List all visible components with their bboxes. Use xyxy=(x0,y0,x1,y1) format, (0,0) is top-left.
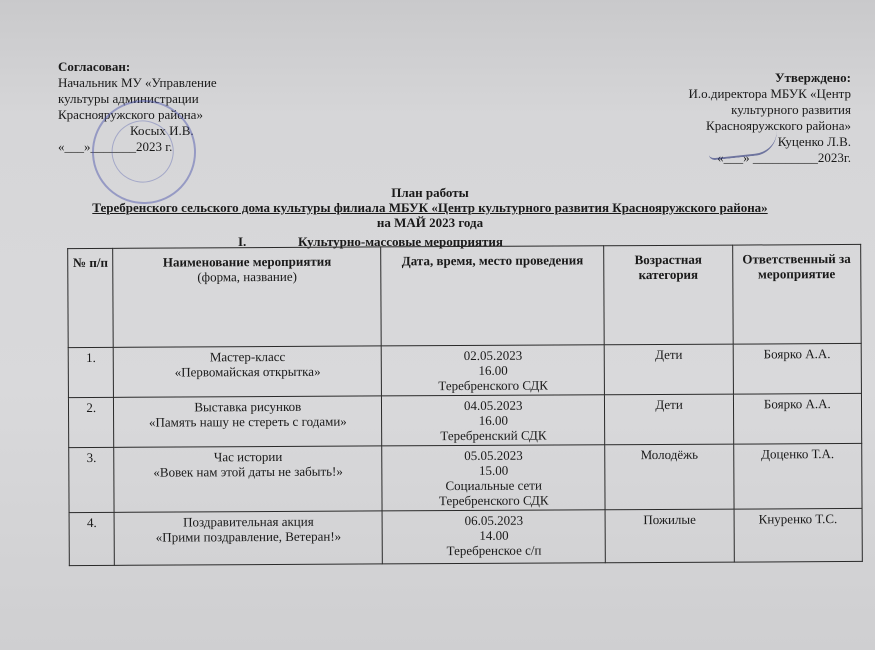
plan-title xyxy=(60,185,800,230)
table-header-row xyxy=(68,244,862,347)
cell-num: 1. xyxy=(68,347,114,397)
header-name xyxy=(113,247,381,347)
cell-place2: Теребренского СДК xyxy=(438,492,549,509)
cell-resp: Кнуренко Т.С. xyxy=(734,508,863,562)
approval-left-date: «___»_______2023 г. xyxy=(58,139,173,154)
events-table xyxy=(67,244,863,566)
approval-right-line2: культурного развития xyxy=(731,102,851,117)
cell-place: Теребренского СДК xyxy=(438,377,548,394)
cell-name xyxy=(114,446,382,512)
approval-right-line3: Краснояружского района» xyxy=(706,118,851,133)
approval-right-heading: Утверждено: xyxy=(774,70,851,85)
header-name-sub: (форма, название) xyxy=(197,268,297,285)
cell-title: «Первомайская открытка» xyxy=(174,363,321,380)
cell-date-value: 06.05.2023 xyxy=(464,512,524,529)
header-num: № п/п xyxy=(68,248,114,347)
approval-left-line1: Начальник МУ «Управление xyxy=(58,75,217,90)
cell-num: 4. xyxy=(69,512,115,565)
cell-date-value: 04.05.2023 xyxy=(463,397,523,414)
cell-date xyxy=(381,345,605,396)
cell-name xyxy=(114,396,382,447)
cell-date xyxy=(382,510,606,564)
cell-resp: Боярко А.А. xyxy=(733,343,862,394)
cell-resp: Доценко Т.А. xyxy=(733,443,862,509)
cell-title: «Вовек нам этой даты не забыть!» xyxy=(153,463,343,480)
cell-num: 2. xyxy=(68,397,114,447)
table-row xyxy=(68,343,861,397)
cell-time: 16.00 xyxy=(478,362,508,378)
cell-date xyxy=(382,445,606,511)
cell-form: Выставка рисунков xyxy=(194,398,302,415)
cell-name xyxy=(115,511,383,565)
cell-resp: Боярко А.А. xyxy=(733,393,862,444)
cell-form: Час истории xyxy=(213,448,283,465)
cell-place: Теребренский СДК xyxy=(440,427,547,444)
cell-title: «Память нашу не стереть с годами» xyxy=(148,413,347,430)
cell-date-value: 05.05.2023 xyxy=(464,447,523,464)
approval-right-date: «___» __________2023г. xyxy=(717,150,851,165)
header-name-main: Наименование мероприятия xyxy=(162,253,332,270)
cell-time: 16.00 xyxy=(478,412,509,428)
cell-num: 3. xyxy=(69,447,115,512)
table-row xyxy=(69,508,862,565)
approval-left-line2: культуры администрации xyxy=(58,91,199,106)
cell-place: Социальные сети xyxy=(445,477,542,494)
approval-left-line3: Краснояружского района» xyxy=(58,107,203,122)
approval-right-line1: И.о.директора МБУК «Центр xyxy=(688,86,851,101)
approval-left-heading: Согласован: xyxy=(58,59,131,74)
cell-name xyxy=(114,346,382,397)
approval-right-signer: Куценко Л.В. xyxy=(777,134,851,149)
table-row xyxy=(68,393,861,447)
cell-form: Мастер-класс xyxy=(209,348,286,365)
plan-title-line1: План работы xyxy=(391,185,469,200)
cell-time: 15.00 xyxy=(478,462,509,478)
table-row xyxy=(69,443,862,512)
cell-age: Дети xyxy=(605,394,734,445)
cell-age: Пожилые xyxy=(605,509,734,563)
header-resp: Ответственный за мероприятие xyxy=(732,244,861,344)
plan-title-line2: Теребренского сельского дома культуры филиала МБУК «Центр культурного развития Краснояружского района» xyxy=(92,200,768,215)
approval-left-signer: Косых И.В. xyxy=(130,123,194,138)
cell-time: 14.00 xyxy=(479,527,509,543)
section-number: I. xyxy=(238,234,247,249)
cell-age: Молодёжь xyxy=(605,444,734,510)
cell-date xyxy=(382,395,606,446)
section-name: Культурно-массовые мероприятия xyxy=(298,234,503,249)
header-date: Дата, время, место проведения xyxy=(381,246,605,346)
cell-age: Дети xyxy=(605,344,734,395)
header-age: Возрастная категория xyxy=(604,245,733,345)
cell-form: Поздравительная акция xyxy=(183,513,314,530)
cell-title: «Прими поздравление, Ветеран!» xyxy=(155,528,342,545)
cell-date-value: 02.05.2023 xyxy=(463,347,523,364)
plan-title-line3: на МАЙ 2023 года xyxy=(376,215,484,230)
cell-place: Теребренское с/п xyxy=(446,542,542,559)
